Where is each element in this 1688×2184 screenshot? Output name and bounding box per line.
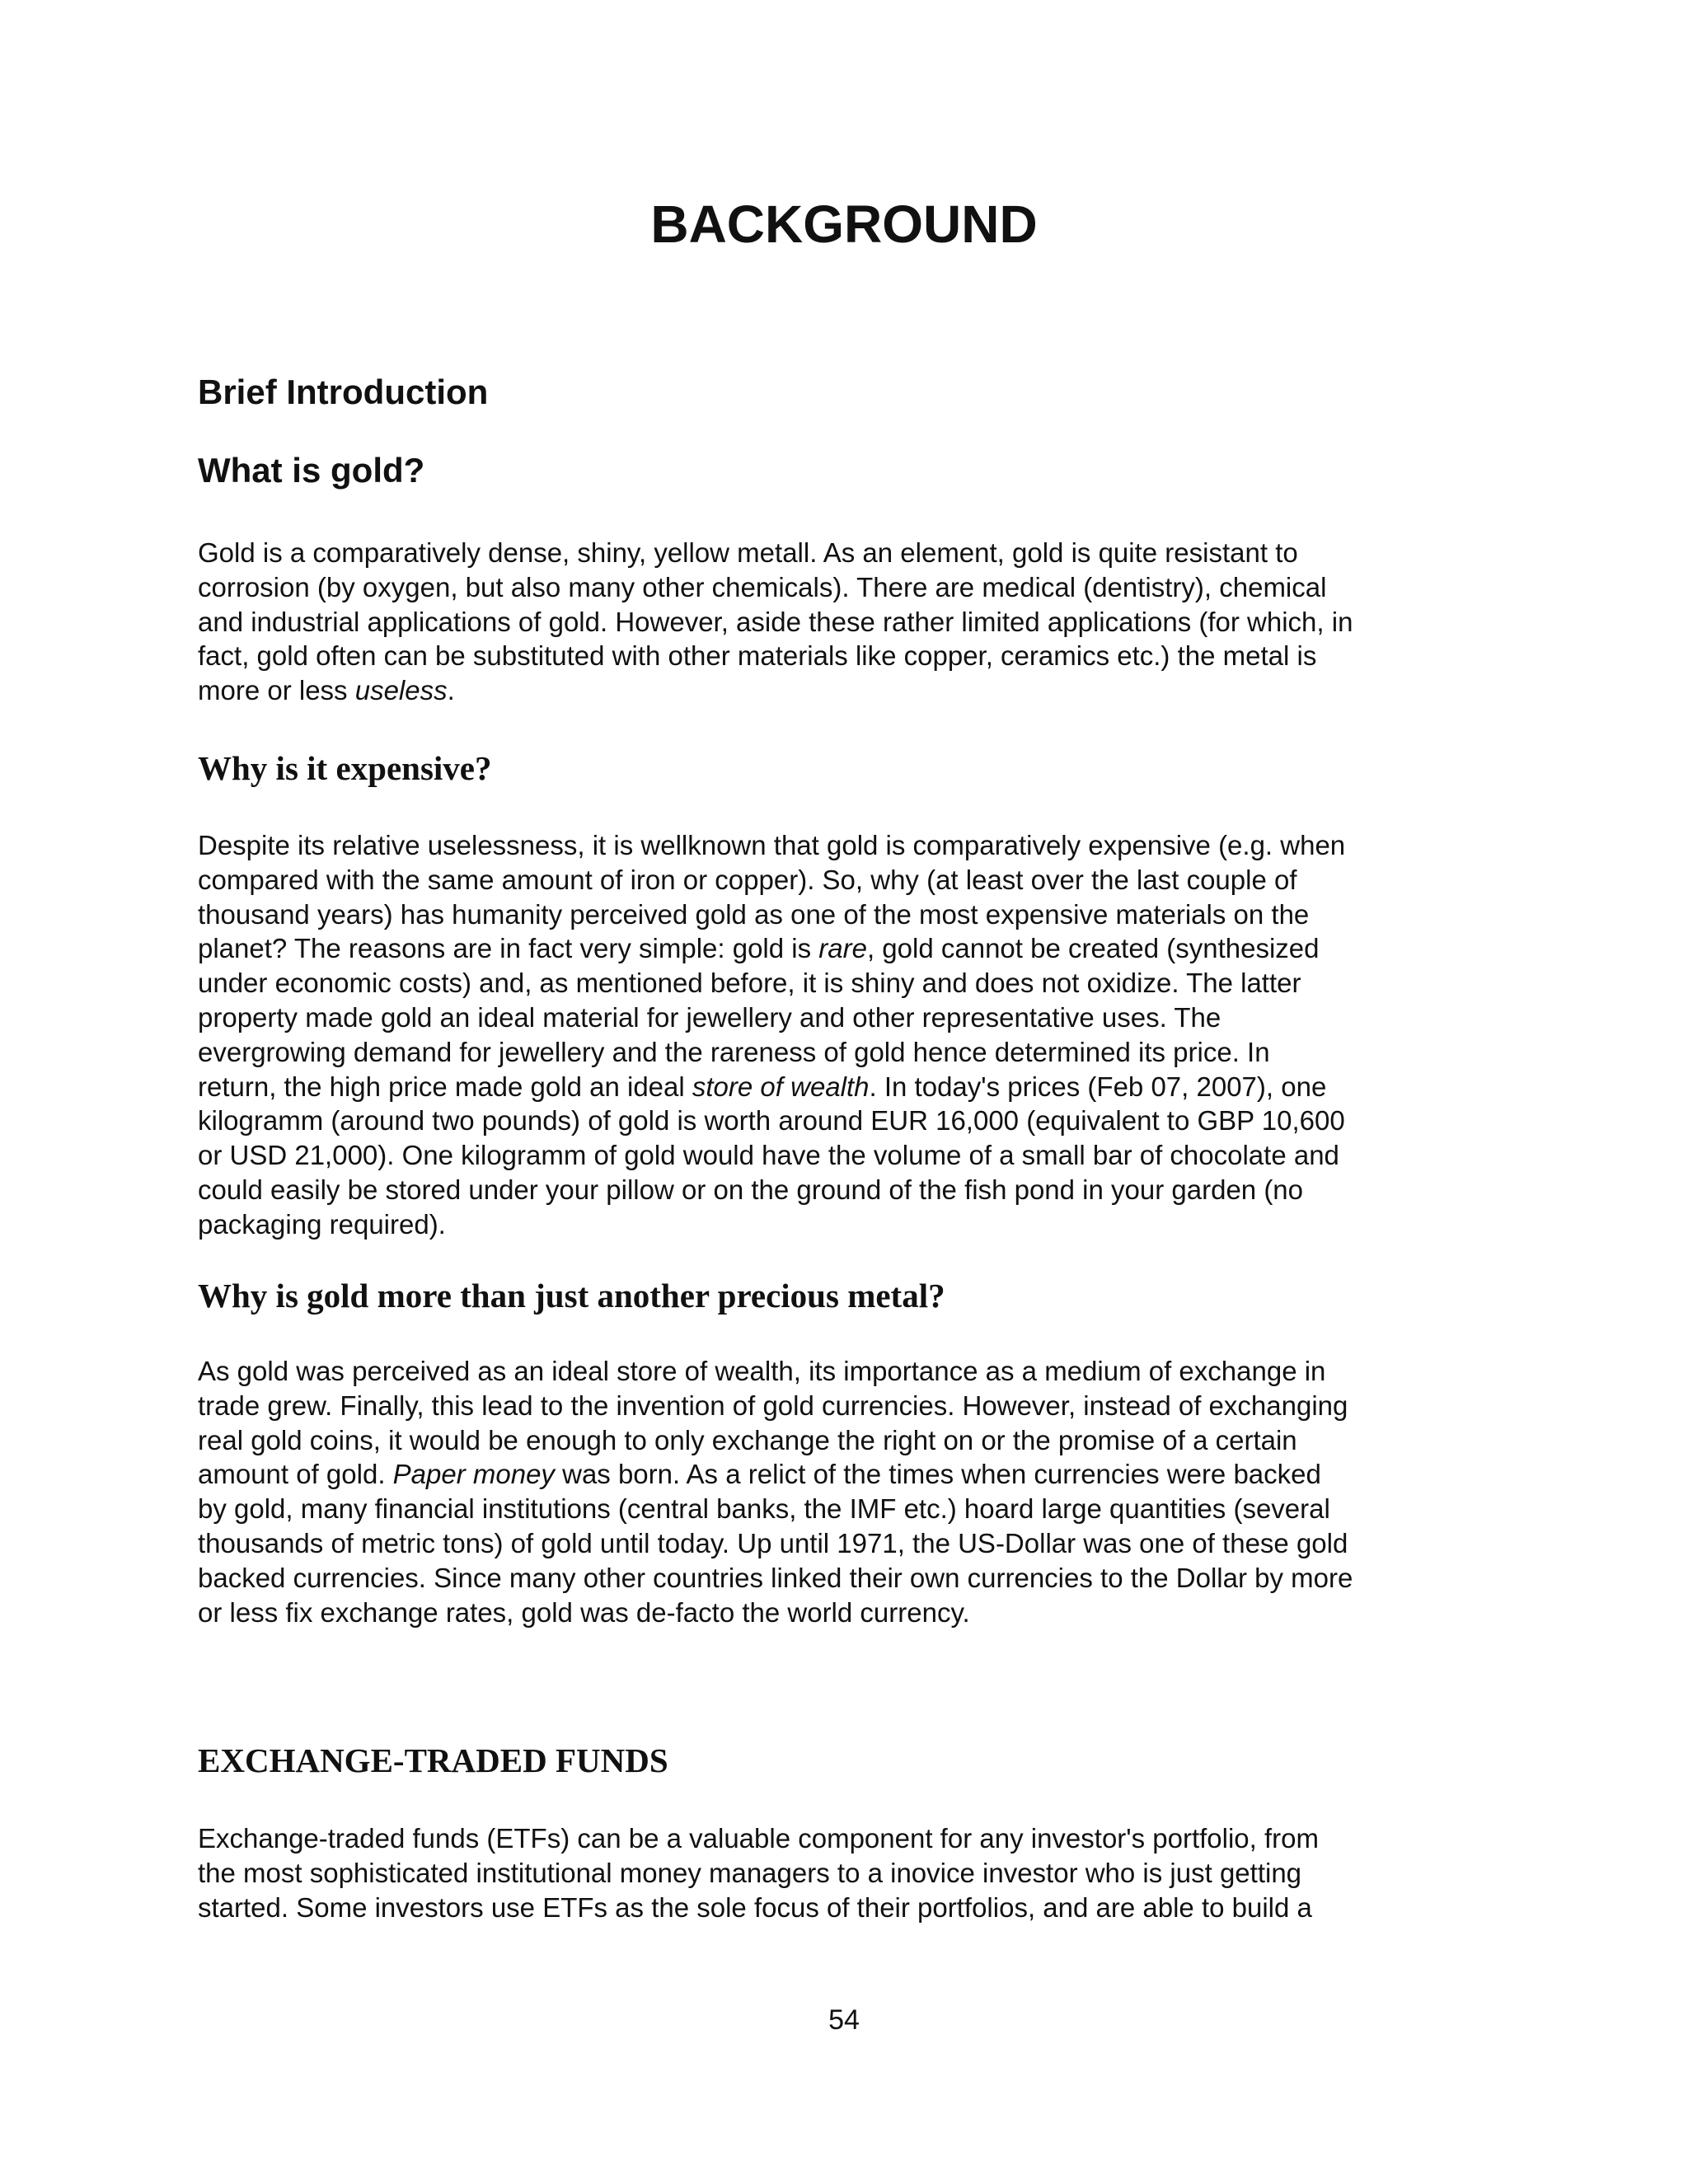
text-run: return, the high price made gold an ideal xyxy=(198,1071,692,1102)
text-run: was born. As a relict of the times when currencies were backed xyxy=(554,1459,1321,1490)
text-run: . In today's prices (Feb 07, 2007), one xyxy=(869,1071,1327,1102)
text-line: and industrial applications of gold. However, aside these rather limited applications (for which, in xyxy=(198,606,1353,637)
text-line: backed currencies. Since many other countries linked their own currencies to the Dollar by more xyxy=(198,1562,1353,1593)
text-run: amount of gold. xyxy=(198,1459,393,1490)
subheading-why-is-it-expensive: Why is it expensive? xyxy=(198,749,492,787)
text-line: corrosion (by oxygen, but also many other chemicals). There are medical (dentistry), chemical xyxy=(198,571,1327,602)
text-line: As gold was perceived as an ideal store of wealth, its importance as a medium of exchange in xyxy=(198,1356,1326,1386)
text-line: under economic costs) and, as mentioned before, it is shiny and does not oxidize. The latter xyxy=(198,968,1301,999)
text-line xyxy=(198,1070,1500,1104)
paragraph-what-is-gold xyxy=(198,536,1500,708)
text-line xyxy=(198,673,1500,708)
text-run: . xyxy=(447,675,455,706)
text-run: planet? The reasons are in fact very simple: gold is xyxy=(198,933,819,964)
text-line: Despite its relative uselessness, it is wellknown that gold is comparatively expensive (e.g. when xyxy=(198,830,1346,860)
text-line: the most sophisticated institutional money managers to a inovice investor who is just getting xyxy=(198,1857,1302,1888)
emphasis-paper-money: Paper money xyxy=(392,1459,555,1490)
text-line: packaging required). xyxy=(198,1208,446,1240)
text-run: , gold cannot be created (synthesized xyxy=(866,933,1320,964)
text-line: fact, gold often can be substituted with other materials like copper, ceramics etc.) the metal is xyxy=(198,640,1317,672)
text-line: or USD 21,000). One kilogramm of gold would have the volume of a small bar of chocolate and xyxy=(198,1140,1339,1171)
emphasis-rare: rare xyxy=(818,933,867,964)
text-line: or less fix exchange rates, gold was de-facto the world currency. xyxy=(198,1596,970,1628)
text-line: Exchange-traded funds (ETFs) can be a valuable component for any investor's portfolio, from xyxy=(198,1823,1319,1854)
subheading-why-more-than-precious-metal: Why is gold more than just another precious metal? xyxy=(198,1277,945,1315)
text-line: thousands of metric tons) of gold until today. Up until 1971, the US-Dollar was one of these gold xyxy=(198,1527,1348,1558)
page-title: BACKGROUND xyxy=(650,194,1038,254)
text-line: started. Some investors use ETFs as the sole focus of their portfolios, and are able to build a xyxy=(198,1891,1312,1923)
paragraph-why-is-it-expensive xyxy=(198,828,1500,1242)
text-line: evergrowing demand for jewellery and the rareness of gold hence determined its price. In xyxy=(198,1036,1270,1067)
emphasis-useless: useless xyxy=(354,675,448,706)
text-line: compared with the same amount of iron or copper). So, why (at least over the last couple of xyxy=(198,864,1297,895)
paragraph-exchange-traded-funds xyxy=(198,1821,1500,1924)
text-line xyxy=(198,931,1500,966)
text-line: Gold is a comparatively dense, shiny, yellow metall. As an element, gold is quite resistant to xyxy=(198,537,1298,568)
text-line: property made gold an ideal material for jewellery and other representative uses. The xyxy=(198,1001,1221,1033)
text-line: thousand years) has humanity perceived gold as one of the most expensive materials on the xyxy=(198,898,1310,930)
section-heading-brief-introduction: Brief Introduction xyxy=(198,373,489,411)
subheading-what-is-gold: What is gold? xyxy=(198,451,425,490)
emphasis-store-of-wealth: store of wealth xyxy=(692,1071,870,1102)
page-number: 54 xyxy=(828,2004,860,2036)
text-run: more or less xyxy=(198,675,355,706)
text-line: could easily be stored under your pillow or on the ground of the fish pond in your garden (no xyxy=(198,1174,1304,1205)
text-line: trade grew. Finally, this lead to the invention of gold currencies. However, instead of exchanging xyxy=(198,1390,1348,1421)
paragraph-why-more-than-precious-metal xyxy=(198,1354,1500,1629)
text-line: real gold coins, it would be enough to only exchange the right on or the promise of a certain xyxy=(198,1424,1297,1455)
text-line: kilogramm (around two pounds) of gold is worth around EUR 16,000 (equivalent to GBP 10,600 xyxy=(198,1105,1345,1137)
text-line: by gold, many financial institutions (central banks, the IMF etc.) hoard large quantities (several xyxy=(198,1493,1330,1525)
section-heading-exchange-traded-funds: EXCHANGE-TRADED FUNDS xyxy=(198,1741,668,1779)
text-line xyxy=(198,1457,1500,1492)
